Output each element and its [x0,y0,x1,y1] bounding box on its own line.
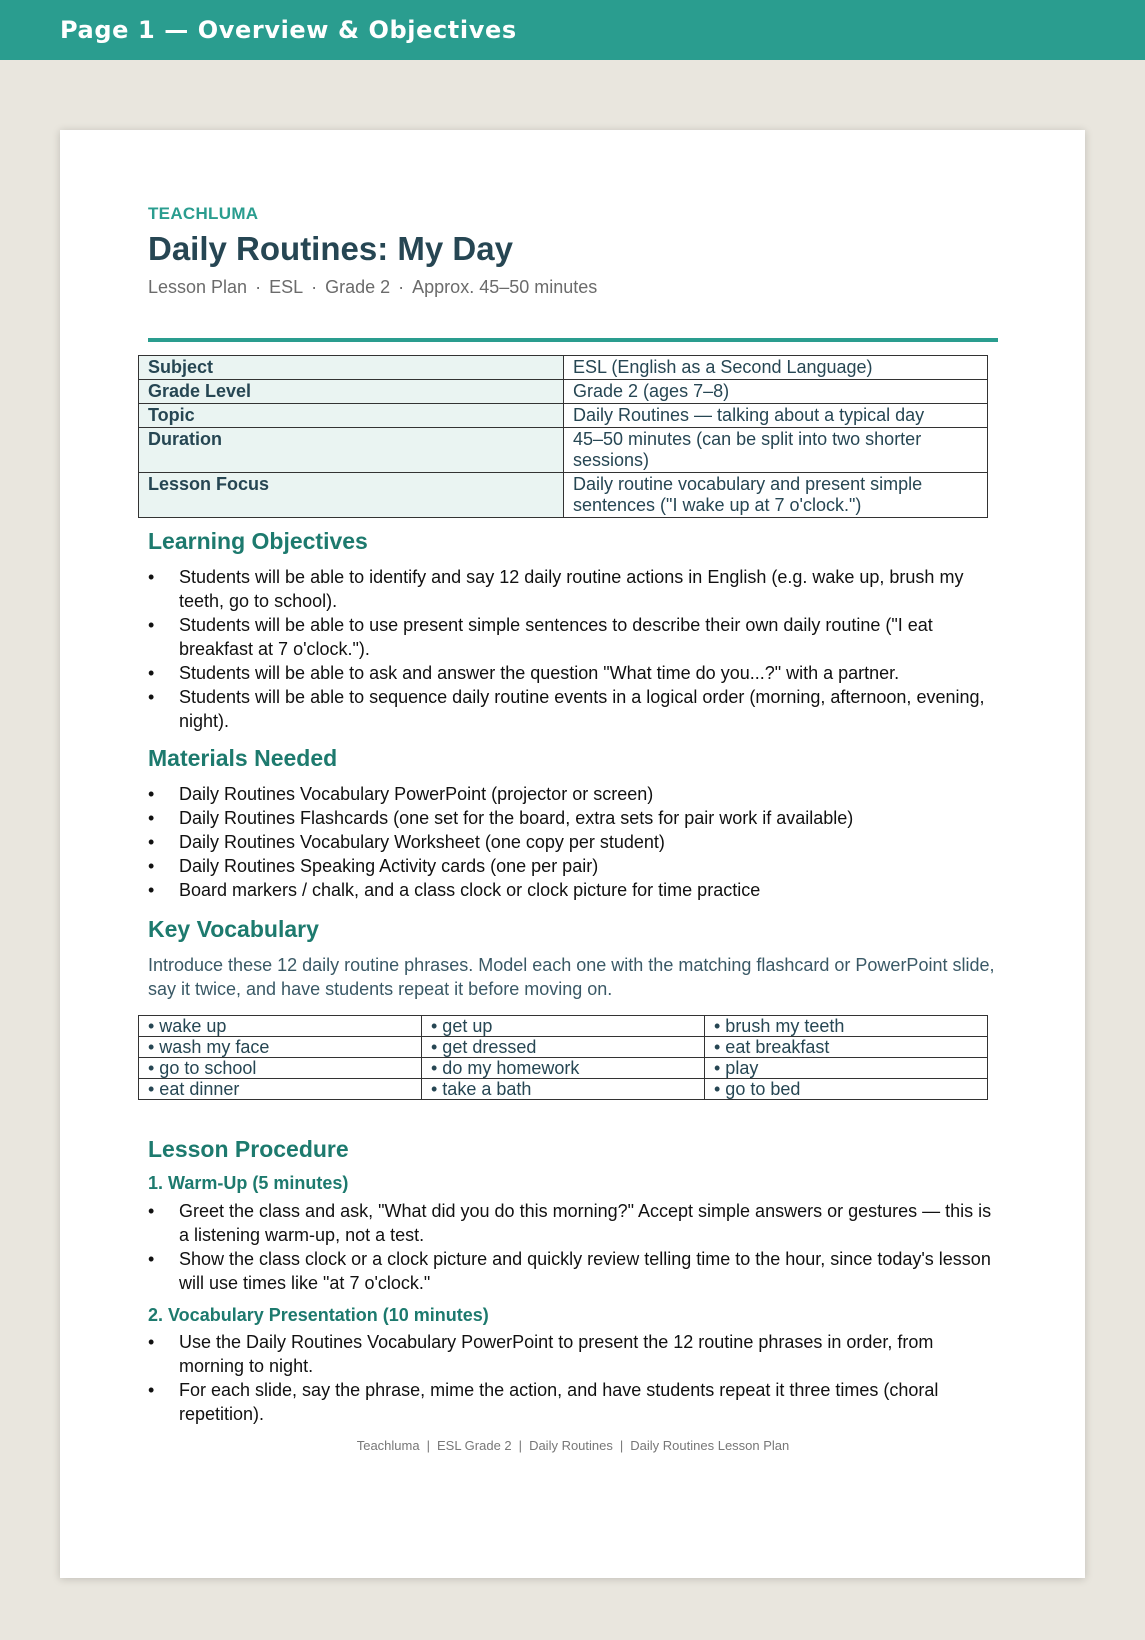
bullet: • [148,784,155,804]
bullet: • [148,1380,155,1400]
list-item [148,685,998,733]
subtitle-doc-type: Lesson Plan [148,277,248,297]
footer-topic: Daily Routines [529,1438,613,1453]
materials-heading: Materials Needed [148,745,338,771]
title-divider [148,338,998,342]
bullet: • [148,1332,155,1352]
vocab-cell: • go to bed [705,1079,988,1100]
list-item-text: Board markers / chalk, and a class clock or clock picture for time practice [179,880,761,900]
list-item [148,806,998,830]
list-item-text: Use the Daily Routines Vocabulary PowerPoint to present the 12 routine phrases in order, from morning to night. [179,1332,934,1376]
subtitle-separator: · [255,277,262,297]
vocabulary-heading: Key Vocabulary [148,916,319,942]
footer-separator: | [426,1438,430,1453]
brand-label: TEACHLUMA [148,204,259,223]
list-item [148,661,998,685]
list-item-text: Students will be able to identify and say 12 daily routine actions in English (e.g. wake up, brush my teeth, go to school). [179,567,964,611]
list-item [148,1247,998,1295]
subtitle-grade: Grade 2 [325,277,391,297]
table-row [139,380,988,404]
page-header-bar [0,0,1145,60]
table-row [139,1016,988,1037]
bullet: • [148,663,155,683]
info-value: Daily routine vocabulary and present simple sentences ("I wake up at 7 o'clock.") [564,473,988,518]
vocab-cell: • eat dinner [139,1079,422,1100]
list-item [148,830,998,854]
list-item [148,878,998,902]
info-key: Subject [139,356,564,380]
list-item-text: Students will be able to ask and answer the question "What time do you...?" with a partner. [179,663,900,683]
footer-course: ESL Grade 2 [436,1438,512,1453]
list-item-text: Show the class clock or a clock picture and quickly review telling time to the hour, since today's lesson will use times like "at 7 o'clock." [179,1249,991,1293]
table-row [139,428,988,473]
table-row [139,1079,988,1100]
info-value: Grade 2 (ages 7–8) [564,380,988,404]
list-item [148,565,998,613]
list-item-text: Students will be able to sequence daily routine events in a logical order (morning, afternoon, evening, night). [179,687,985,731]
vocab-cell: • get dressed [422,1037,705,1058]
bullet: • [148,1249,155,1269]
vocab-cell: • get up [422,1016,705,1037]
procedure-step-title: 2. Vocabulary Presentation (10 minutes) [148,1305,489,1325]
bullet: • [148,615,155,635]
list-item [148,1199,998,1247]
document-page [60,130,1085,1578]
subtitle-separator: · [311,277,318,297]
vocabulary-table [138,1015,988,1100]
vocab-cell: • do my homework [422,1058,705,1079]
list-item-text: Daily Routines Vocabulary Worksheet (one copy per student) [179,832,665,852]
page-header-title: Page 1 — Overview & Objectives [60,16,517,44]
vocabulary-intro: Introduce these 12 daily routine phrases. Model each one with the matching flashcard or PowerPoint slide, say it twice, and have students repeat it before moving on. [148,955,995,999]
bullet: • [148,856,155,876]
procedure-step-title: 1. Warm-Up (5 minutes) [148,1173,349,1193]
page-footer [148,1438,998,1453]
info-key: Grade Level [139,380,564,404]
list-item [148,1330,998,1378]
objectives-list [148,565,998,733]
subtitle-duration: Approx. 45–50 minutes [412,277,598,297]
footer-separator: | [619,1438,624,1453]
info-value: 45–50 minutes (can be split into two shorter sessions) [564,428,988,473]
bullet: • [148,832,155,852]
list-item-text: Daily Routines Vocabulary PowerPoint (projector or screen) [179,784,654,804]
document-subtitle [148,277,597,298]
info-value: ESL (English as a Second Language) [564,356,988,380]
objectives-heading: Learning Objectives [148,528,368,554]
vocab-cell: • wash my face [139,1037,422,1058]
list-item [148,782,998,806]
info-value: Daily Routines — talking about a typical day [564,404,988,428]
footer-brand: Teachluma [356,1438,420,1453]
bullet: • [148,1201,155,1221]
table-row [139,473,988,518]
bullet: • [148,567,155,587]
vocab-cell: • brush my teeth [705,1016,988,1037]
vocab-cell: • go to school [139,1058,422,1079]
table-row [139,356,988,380]
bullet: • [148,687,155,707]
vocab-cell: • take a bath [422,1079,705,1100]
table-row [139,1058,988,1079]
footer-doc-name: Daily Routines Lesson Plan [630,1438,790,1453]
info-key: Lesson Focus [139,473,564,518]
table-row [139,1037,988,1058]
vocab-cell: • eat breakfast [705,1037,988,1058]
procedure-step-list [148,1330,998,1426]
bullet: • [148,880,155,900]
procedure-heading: Lesson Procedure [148,1136,349,1162]
vocab-cell: • play [705,1058,988,1079]
document-title: Daily Routines: My Day [148,230,513,267]
list-item-text: Daily Routines Speaking Activity cards (one per pair) [179,856,599,876]
bullet: • [148,808,155,828]
list-item-text: For each slide, say the phrase, mime the action, and have students repeat it three times (choral repetition). [179,1380,939,1424]
list-item-text: Greet the class and ask, "What did you do this morning?" Accept simple answers or gestures — this is a listening warm-up, not a test. [179,1201,992,1245]
list-item [148,854,998,878]
materials-list [148,782,998,902]
list-item-text: Daily Routines Flashcards (one set for the board, extra sets for pair work if available) [179,808,854,828]
vocab-cell: • wake up [139,1016,422,1037]
table-row [139,404,988,428]
info-key: Duration [139,428,564,473]
procedure-step-list [148,1199,998,1295]
subtitle-subject: ESL [269,277,304,297]
footer-separator: | [518,1438,523,1453]
subtitle-separator: · [398,277,405,297]
info-key: Topic [139,404,564,428]
list-item-text: Students will be able to use present simple sentences to describe their own daily routine ("I eat breakfast at 7 o'clock."). [179,615,933,659]
list-item [148,613,998,661]
lesson-info-table [138,355,988,518]
list-item [148,1378,998,1426]
